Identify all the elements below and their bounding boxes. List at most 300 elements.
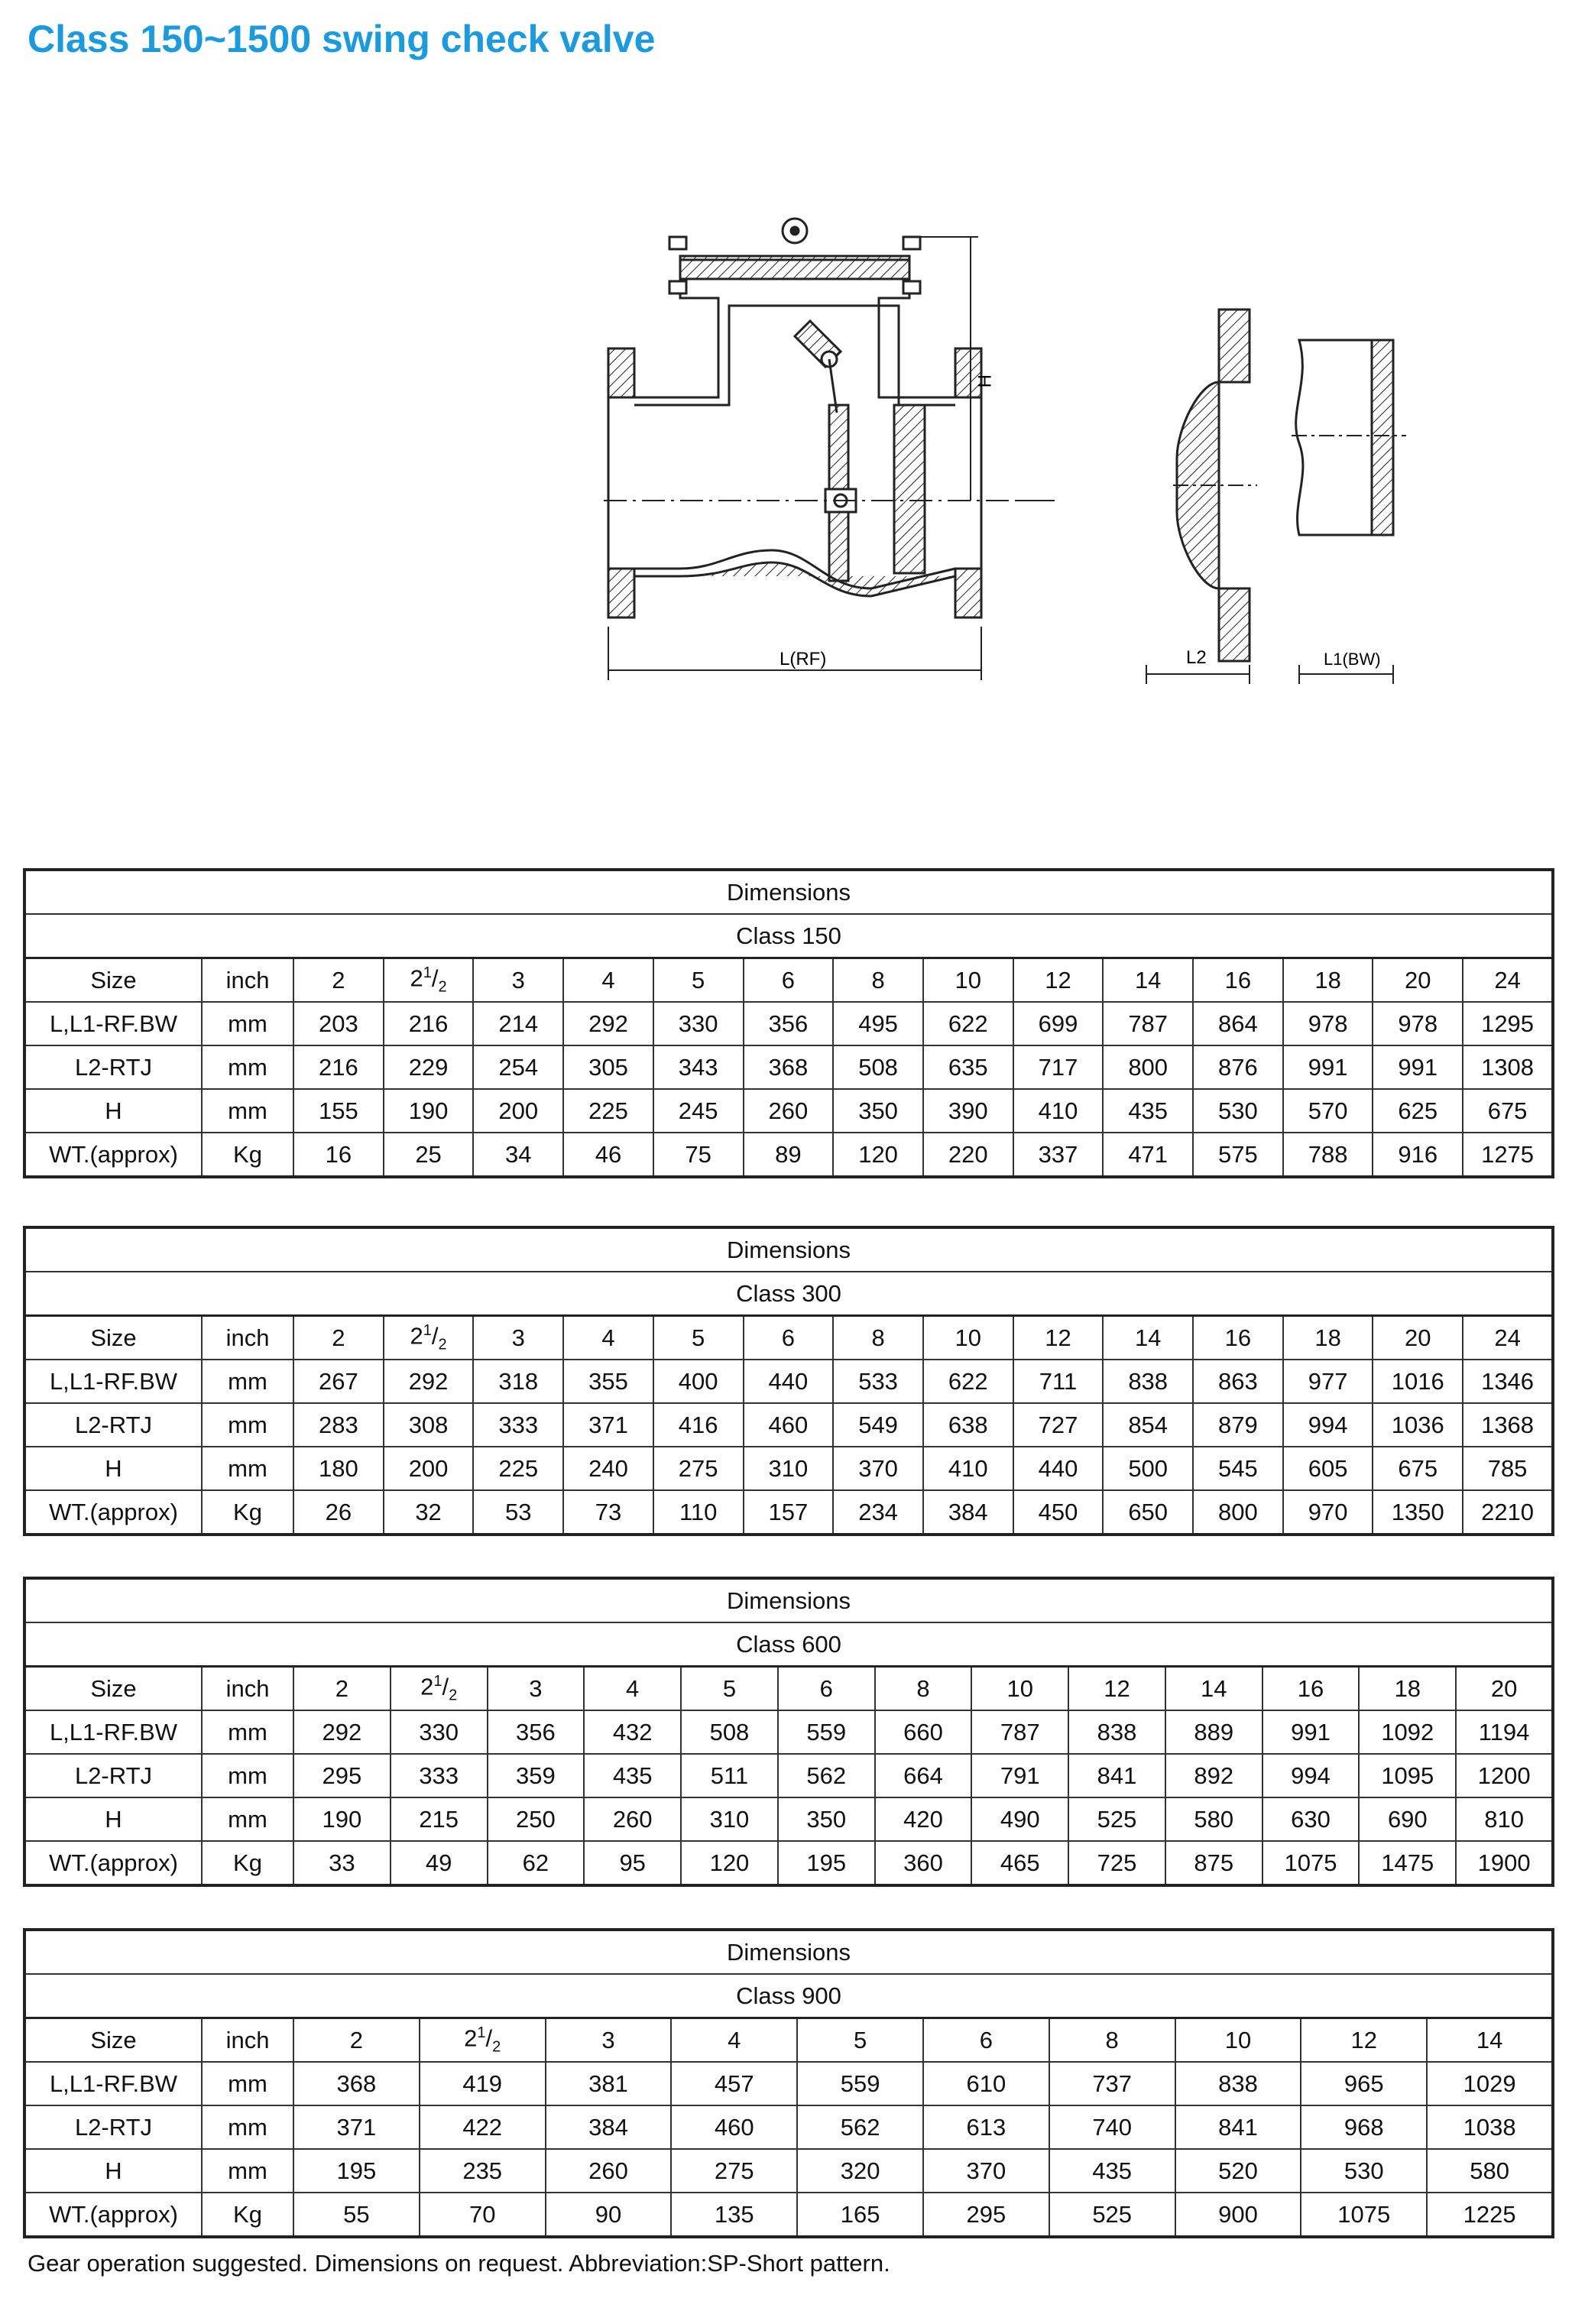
table-row bbox=[24, 1089, 1553, 1133]
table-class-label: Class 900 bbox=[24, 1974, 1553, 2018]
row-label: H bbox=[24, 2149, 202, 2193]
value-cell: 422 bbox=[420, 2105, 546, 2149]
size-cell: 10 bbox=[923, 958, 1013, 1003]
value-cell: 310 bbox=[744, 1447, 834, 1490]
value-cell: 110 bbox=[653, 1490, 744, 1535]
size-cell: 4 bbox=[671, 2018, 797, 2063]
table-row bbox=[24, 1045, 1553, 1089]
value-cell: 991 bbox=[1373, 1045, 1463, 1089]
value-cell: 450 bbox=[1013, 1490, 1104, 1535]
size-cell: 8 bbox=[875, 1667, 972, 1711]
size-cell: 12 bbox=[1301, 2018, 1427, 2063]
value-cell: 390 bbox=[923, 1089, 1013, 1133]
row-label: L,L1-RF.BW bbox=[24, 1710, 202, 1754]
value-cell: 195 bbox=[778, 1841, 875, 1885]
value-cell: 320 bbox=[797, 2149, 923, 2193]
value-cell: 275 bbox=[653, 1447, 744, 1490]
value-cell: 419 bbox=[420, 2062, 546, 2105]
size-cell: 5 bbox=[681, 1667, 778, 1711]
value-cell: 457 bbox=[671, 2062, 797, 2105]
value-cell: 1095 bbox=[1359, 1754, 1456, 1797]
size-cell: $2^1/_2$ bbox=[384, 958, 474, 1003]
value-cell: 511 bbox=[681, 1754, 778, 1797]
size-cell: 20 bbox=[1373, 958, 1463, 1003]
value-cell: 900 bbox=[1175, 2193, 1301, 2237]
size-label: Size bbox=[24, 2018, 202, 2063]
row-unit: mm bbox=[202, 1002, 293, 1045]
value-cell: 530 bbox=[1193, 1089, 1283, 1133]
size-cell: 6 bbox=[923, 2018, 1049, 2063]
row-unit: mm bbox=[202, 1447, 293, 1490]
value-cell: 787 bbox=[971, 1710, 1068, 1754]
value-cell: 841 bbox=[1068, 1754, 1165, 1797]
table-row bbox=[24, 2193, 1553, 2237]
size-cell: 18 bbox=[1283, 1316, 1373, 1360]
size-cell: 3 bbox=[488, 1667, 585, 1711]
value-cell: 384 bbox=[546, 2105, 672, 2149]
size-cell: 16 bbox=[1262, 1667, 1360, 1711]
size-cell: 18 bbox=[1283, 958, 1373, 1003]
page-title: Class 150~1500 swing check valve bbox=[28, 18, 656, 60]
size-label: Size bbox=[24, 1316, 202, 1360]
l2-dimension-label: L2 bbox=[1186, 647, 1207, 668]
value-cell: 500 bbox=[1103, 1447, 1193, 1490]
row-unit: mm bbox=[202, 1710, 293, 1754]
row-label: H bbox=[24, 1089, 202, 1133]
size-label: Size bbox=[24, 958, 202, 1003]
value-cell: 530 bbox=[1301, 2149, 1427, 2193]
size-cell: 20 bbox=[1373, 1316, 1463, 1360]
value-cell: 1900 bbox=[1456, 1841, 1553, 1885]
value-cell: 978 bbox=[1283, 1002, 1373, 1045]
value-cell: 318 bbox=[473, 1360, 563, 1403]
value-cell: 216 bbox=[384, 1002, 474, 1045]
value-cell: 420 bbox=[875, 1797, 972, 1841]
table-row bbox=[24, 2062, 1553, 2105]
value-cell: 381 bbox=[546, 2062, 672, 2105]
value-cell: 89 bbox=[744, 1133, 834, 1177]
table-heading: Dimensions bbox=[24, 1578, 1553, 1622]
size-cell: $2^1/_2$ bbox=[384, 1316, 474, 1360]
value-cell: 400 bbox=[653, 1360, 744, 1403]
value-cell: 635 bbox=[923, 1045, 1013, 1089]
value-cell: 245 bbox=[653, 1089, 744, 1133]
value-cell: 465 bbox=[971, 1841, 1068, 1885]
size-cell: 4 bbox=[563, 1316, 653, 1360]
value-cell: 229 bbox=[384, 1045, 474, 1089]
size-cell: 14 bbox=[1103, 958, 1193, 1003]
size-cell: 14 bbox=[1427, 2018, 1553, 2063]
row-label: L,L1-RF.BW bbox=[24, 1360, 202, 1403]
value-cell: 356 bbox=[744, 1002, 834, 1045]
value-cell: 292 bbox=[384, 1360, 474, 1403]
value-cell: 157 bbox=[744, 1490, 834, 1535]
value-cell: 800 bbox=[1193, 1490, 1283, 1535]
row-unit: Kg bbox=[202, 1133, 293, 1177]
value-cell: 200 bbox=[473, 1089, 563, 1133]
value-cell: 991 bbox=[1262, 1710, 1360, 1754]
value-cell: 711 bbox=[1013, 1360, 1104, 1403]
value-cell: 55 bbox=[293, 2193, 420, 2237]
value-cell: 350 bbox=[833, 1089, 923, 1133]
value-cell: 25 bbox=[384, 1133, 474, 1177]
value-cell: 1200 bbox=[1456, 1754, 1553, 1797]
value-cell: 889 bbox=[1165, 1710, 1262, 1754]
value-cell: 605 bbox=[1283, 1447, 1373, 1490]
value-cell: 994 bbox=[1283, 1403, 1373, 1447]
value-cell: 260 bbox=[584, 1797, 681, 1841]
value-cell: 892 bbox=[1165, 1754, 1262, 1797]
value-cell: 610 bbox=[923, 2062, 1049, 2105]
value-cell: 53 bbox=[473, 1490, 563, 1535]
size-cell: 10 bbox=[971, 1667, 1068, 1711]
value-cell: 977 bbox=[1283, 1360, 1373, 1403]
value-cell: 359 bbox=[488, 1754, 585, 1797]
value-cell: 180 bbox=[293, 1447, 384, 1490]
table-row bbox=[24, 1403, 1553, 1447]
size-cell: 5 bbox=[797, 2018, 923, 2063]
value-cell: 570 bbox=[1283, 1089, 1373, 1133]
size-cell: 14 bbox=[1103, 1316, 1193, 1360]
value-cell: 800 bbox=[1103, 1045, 1193, 1089]
row-unit: Kg bbox=[202, 1841, 293, 1885]
value-cell: 333 bbox=[473, 1403, 563, 1447]
value-cell: 991 bbox=[1283, 1045, 1373, 1089]
value-cell: 190 bbox=[293, 1797, 391, 1841]
value-cell: 1092 bbox=[1359, 1710, 1456, 1754]
value-cell: 34 bbox=[473, 1133, 563, 1177]
value-cell: 660 bbox=[875, 1710, 972, 1754]
value-cell: 370 bbox=[923, 2149, 1049, 2193]
unit-label: inch bbox=[202, 2018, 293, 2063]
value-cell: 90 bbox=[546, 2193, 672, 2237]
row-unit: mm bbox=[202, 1754, 293, 1797]
value-cell: 916 bbox=[1373, 1133, 1463, 1177]
size-cell: 16 bbox=[1193, 958, 1283, 1003]
row-label: L2-RTJ bbox=[24, 2105, 202, 2149]
row-label: H bbox=[24, 1447, 202, 1490]
value-cell: 1016 bbox=[1373, 1360, 1463, 1403]
size-cell: 3 bbox=[546, 2018, 672, 2063]
value-cell: 155 bbox=[293, 1089, 384, 1133]
value-cell: 575 bbox=[1193, 1133, 1283, 1177]
value-cell: 580 bbox=[1165, 1797, 1262, 1841]
value-cell: 1295 bbox=[1463, 1002, 1553, 1045]
table-row bbox=[24, 1797, 1553, 1841]
value-cell: 216 bbox=[293, 1045, 384, 1089]
value-cell: 613 bbox=[923, 2105, 1049, 2149]
size-cell: 24 bbox=[1463, 958, 1553, 1003]
unit-label: inch bbox=[202, 1316, 293, 1360]
value-cell: 525 bbox=[1049, 2193, 1175, 2237]
class-600-dimensions-table bbox=[23, 1577, 1554, 1887]
row-label: WT.(approx) bbox=[24, 2193, 202, 2237]
table-heading: Dimensions bbox=[24, 870, 1553, 914]
size-cell: 24 bbox=[1463, 1316, 1553, 1360]
value-cell: 562 bbox=[778, 1754, 875, 1797]
value-cell: 33 bbox=[293, 1841, 391, 1885]
value-cell: 73 bbox=[563, 1490, 653, 1535]
row-unit: mm bbox=[202, 1089, 293, 1133]
value-cell: 1350 bbox=[1373, 1490, 1463, 1535]
value-cell: 75 bbox=[653, 1133, 744, 1177]
row-unit: mm bbox=[202, 2149, 293, 2193]
value-cell: 275 bbox=[671, 2149, 797, 2193]
value-cell: 295 bbox=[923, 2193, 1049, 2237]
value-cell: 240 bbox=[563, 1447, 653, 1490]
size-cell: 14 bbox=[1165, 1667, 1262, 1711]
value-cell: 416 bbox=[653, 1403, 744, 1447]
row-label: WT.(approx) bbox=[24, 1490, 202, 1535]
value-cell: 965 bbox=[1301, 2062, 1427, 2105]
value-cell: 1275 bbox=[1463, 1133, 1553, 1177]
value-cell: 305 bbox=[563, 1045, 653, 1089]
row-label: WT.(approx) bbox=[24, 1133, 202, 1177]
table-row bbox=[24, 1360, 1553, 1403]
size-cell: 5 bbox=[653, 958, 744, 1003]
value-cell: 875 bbox=[1165, 1841, 1262, 1885]
value-cell: 495 bbox=[833, 1002, 923, 1045]
value-cell: 787 bbox=[1103, 1002, 1193, 1045]
size-cell: $2^1/_2$ bbox=[391, 1667, 488, 1711]
row-label: L2-RTJ bbox=[24, 1045, 202, 1089]
value-cell: 785 bbox=[1463, 1447, 1553, 1490]
value-cell: 165 bbox=[797, 2193, 923, 2237]
value-cell: 471 bbox=[1103, 1133, 1193, 1177]
table-row bbox=[24, 1002, 1553, 1045]
value-cell: 1225 bbox=[1427, 2193, 1553, 2237]
value-cell: 622 bbox=[923, 1360, 1013, 1403]
size-cell: 4 bbox=[563, 958, 653, 1003]
value-cell: 355 bbox=[563, 1360, 653, 1403]
value-cell: 95 bbox=[584, 1841, 681, 1885]
value-cell: 638 bbox=[923, 1403, 1013, 1447]
table-class-label: Class 300 bbox=[24, 1272, 1553, 1316]
table-row bbox=[24, 2149, 1553, 2193]
value-cell: 1029 bbox=[1427, 2062, 1553, 2105]
value-cell: 630 bbox=[1262, 1797, 1360, 1841]
value-cell: 460 bbox=[744, 1403, 834, 1447]
row-unit: mm bbox=[202, 1045, 293, 1089]
row-label: WT.(approx) bbox=[24, 1841, 202, 1885]
value-cell: 234 bbox=[833, 1490, 923, 1535]
size-cell: 3 bbox=[473, 958, 563, 1003]
value-cell: 1036 bbox=[1373, 1403, 1463, 1447]
value-cell: 1075 bbox=[1262, 1841, 1360, 1885]
value-cell: 559 bbox=[778, 1710, 875, 1754]
value-cell: 220 bbox=[923, 1133, 1013, 1177]
value-cell: 250 bbox=[488, 1797, 585, 1841]
value-cell: 650 bbox=[1103, 1490, 1193, 1535]
value-cell: 308 bbox=[384, 1403, 474, 1447]
value-cell: 1475 bbox=[1359, 1841, 1456, 1885]
row-label: L,L1-RF.BW bbox=[24, 1002, 202, 1045]
value-cell: 562 bbox=[797, 2105, 923, 2149]
value-cell: 737 bbox=[1049, 2062, 1175, 2105]
size-cell: 2 bbox=[293, 958, 384, 1003]
value-cell: 432 bbox=[584, 1710, 681, 1754]
value-cell: 200 bbox=[384, 1447, 474, 1490]
value-cell: 520 bbox=[1175, 2149, 1301, 2193]
size-cell: 12 bbox=[1013, 958, 1104, 1003]
value-cell: 841 bbox=[1175, 2105, 1301, 2149]
value-cell: 235 bbox=[420, 2149, 546, 2193]
size-cell: 2 bbox=[293, 2018, 420, 2063]
value-cell: 838 bbox=[1103, 1360, 1193, 1403]
value-cell: 440 bbox=[1013, 1447, 1104, 1490]
size-cell: 8 bbox=[1049, 2018, 1175, 2063]
size-cell: 2 bbox=[293, 1667, 391, 1711]
value-cell: 970 bbox=[1283, 1490, 1373, 1535]
value-cell: 1368 bbox=[1463, 1403, 1553, 1447]
table-class-label: Class 600 bbox=[24, 1622, 1553, 1667]
value-cell: 190 bbox=[384, 1089, 474, 1133]
value-cell: 310 bbox=[681, 1797, 778, 1841]
bw-end-view bbox=[1292, 340, 1406, 684]
footnote: Gear operation suggested. Dimensions on request. Abbreviation:SP-Short pattern. bbox=[28, 2250, 890, 2277]
value-cell: 854 bbox=[1103, 1403, 1193, 1447]
value-cell: 978 bbox=[1373, 1002, 1463, 1045]
table-class-label: Class 150 bbox=[24, 914, 1553, 958]
value-cell: 26 bbox=[293, 1490, 384, 1535]
value-cell: 664 bbox=[875, 1754, 972, 1797]
value-cell: 370 bbox=[833, 1447, 923, 1490]
value-cell: 2210 bbox=[1463, 1490, 1553, 1535]
value-cell: 49 bbox=[391, 1841, 488, 1885]
h-dimension-label: H bbox=[974, 374, 994, 388]
value-cell: 70 bbox=[420, 2193, 546, 2237]
value-cell: 46 bbox=[563, 1133, 653, 1177]
value-cell: 525 bbox=[1068, 1797, 1165, 1841]
size-cell: 12 bbox=[1068, 1667, 1165, 1711]
value-cell: 215 bbox=[391, 1797, 488, 1841]
value-cell: 333 bbox=[391, 1754, 488, 1797]
value-cell: 1308 bbox=[1463, 1045, 1553, 1089]
value-cell: 330 bbox=[391, 1710, 488, 1754]
value-cell: 384 bbox=[923, 1490, 1013, 1535]
size-cell: 3 bbox=[473, 1316, 563, 1360]
value-cell: 549 bbox=[833, 1403, 923, 1447]
value-cell: 1075 bbox=[1301, 2193, 1427, 2237]
unit-label: inch bbox=[202, 1667, 293, 1711]
value-cell: 1194 bbox=[1456, 1710, 1553, 1754]
size-cell: 8 bbox=[833, 1316, 923, 1360]
value-cell: 283 bbox=[293, 1403, 384, 1447]
value-cell: 440 bbox=[744, 1360, 834, 1403]
size-cell: 10 bbox=[923, 1316, 1013, 1360]
value-cell: 225 bbox=[563, 1089, 653, 1133]
value-cell: 135 bbox=[671, 2193, 797, 2237]
value-cell: 292 bbox=[563, 1002, 653, 1045]
value-cell: 508 bbox=[833, 1045, 923, 1089]
value-cell: 16 bbox=[293, 1133, 384, 1177]
value-cell: 260 bbox=[546, 2149, 672, 2193]
row-unit: mm bbox=[202, 1797, 293, 1841]
value-cell: 203 bbox=[293, 1002, 384, 1045]
class-300-dimensions-table bbox=[23, 1226, 1554, 1536]
row-unit: Kg bbox=[202, 2193, 293, 2237]
table-row bbox=[24, 1841, 1553, 1885]
value-cell: 625 bbox=[1373, 1089, 1463, 1133]
value-cell: 699 bbox=[1013, 1002, 1104, 1045]
value-cell: 1038 bbox=[1427, 2105, 1553, 2149]
value-cell: 545 bbox=[1193, 1447, 1283, 1490]
row-unit: mm bbox=[202, 2105, 293, 2149]
size-cell: $2^1/_2$ bbox=[420, 2018, 546, 2063]
value-cell: 435 bbox=[1049, 2149, 1175, 2193]
value-cell: 863 bbox=[1193, 1360, 1283, 1403]
value-cell: 580 bbox=[1427, 2149, 1553, 2193]
value-cell: 295 bbox=[293, 1754, 391, 1797]
unit-label: inch bbox=[202, 958, 293, 1003]
table-row bbox=[24, 1490, 1553, 1535]
value-cell: 120 bbox=[833, 1133, 923, 1177]
value-cell: 460 bbox=[671, 2105, 797, 2149]
value-cell: 675 bbox=[1373, 1447, 1463, 1490]
size-cell: 6 bbox=[744, 1316, 834, 1360]
row-unit: mm bbox=[202, 2062, 293, 2105]
row-label: L2-RTJ bbox=[24, 1403, 202, 1447]
value-cell: 371 bbox=[563, 1403, 653, 1447]
valve-technical-drawing bbox=[566, 214, 1506, 703]
size-cell: 18 bbox=[1359, 1667, 1456, 1711]
size-cell: 8 bbox=[833, 958, 923, 1003]
value-cell: 195 bbox=[293, 2149, 420, 2193]
value-cell: 675 bbox=[1463, 1089, 1553, 1133]
valve-body-section bbox=[608, 219, 981, 617]
value-cell: 350 bbox=[778, 1797, 875, 1841]
size-cell: 5 bbox=[653, 1316, 744, 1360]
value-cell: 337 bbox=[1013, 1133, 1104, 1177]
l1-bw-dimension-label: L1(BW) bbox=[1324, 650, 1381, 669]
value-cell: 435 bbox=[1103, 1089, 1193, 1133]
value-cell: 622 bbox=[923, 1002, 1013, 1045]
table-row bbox=[24, 1710, 1553, 1754]
value-cell: 968 bbox=[1301, 2105, 1427, 2149]
value-cell: 62 bbox=[488, 1841, 585, 1885]
size-cell: 20 bbox=[1456, 1667, 1553, 1711]
table-row bbox=[24, 1447, 1553, 1490]
value-cell: 1346 bbox=[1463, 1360, 1553, 1403]
size-cell: 10 bbox=[1175, 2018, 1301, 2063]
class-150-dimensions-table bbox=[23, 868, 1554, 1178]
value-cell: 740 bbox=[1049, 2105, 1175, 2149]
value-cell: 254 bbox=[473, 1045, 563, 1089]
table-heading: Dimensions bbox=[24, 1930, 1553, 1974]
value-cell: 864 bbox=[1193, 1002, 1283, 1045]
size-cell: 16 bbox=[1193, 1316, 1283, 1360]
row-label: H bbox=[24, 1797, 202, 1841]
value-cell: 225 bbox=[473, 1447, 563, 1490]
row-unit: mm bbox=[202, 1403, 293, 1447]
value-cell: 410 bbox=[1013, 1089, 1104, 1133]
size-cell: 12 bbox=[1013, 1316, 1104, 1360]
value-cell: 360 bbox=[875, 1841, 972, 1885]
value-cell: 717 bbox=[1013, 1045, 1104, 1089]
value-cell: 371 bbox=[293, 2105, 420, 2149]
l-rf-dimension-label: L(RF) bbox=[780, 649, 827, 669]
value-cell: 368 bbox=[293, 2062, 420, 2105]
value-cell: 368 bbox=[744, 1045, 834, 1089]
size-cell: 4 bbox=[584, 1667, 681, 1711]
value-cell: 725 bbox=[1068, 1841, 1165, 1885]
table-row bbox=[24, 1133, 1553, 1177]
row-unit: Kg bbox=[202, 1490, 293, 1535]
size-label: Size bbox=[24, 1667, 202, 1711]
value-cell: 994 bbox=[1262, 1754, 1360, 1797]
value-cell: 343 bbox=[653, 1045, 744, 1089]
row-label: L,L1-RF.BW bbox=[24, 2062, 202, 2105]
